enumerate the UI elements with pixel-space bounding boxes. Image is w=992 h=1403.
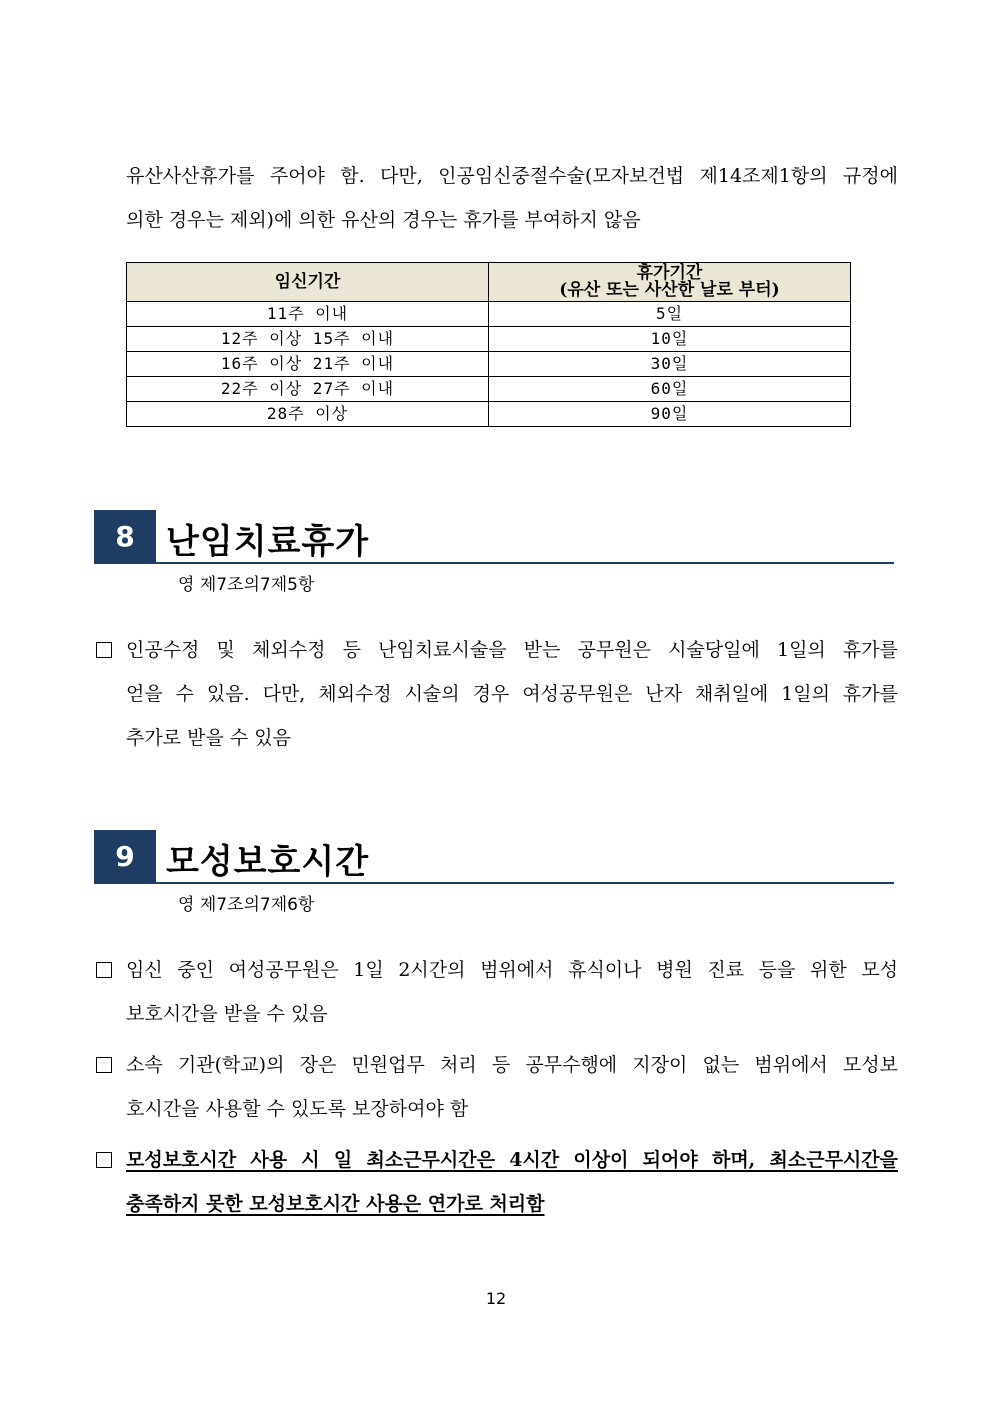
leave-cell: 90일 [489,402,851,427]
table-row [127,302,851,327]
table-header-row [127,263,851,302]
section-number: 8 [94,510,156,562]
item-line: 인공수정 및 체외수정 등 난임치료시술을 받는 공무원은 시술당일에 1일의 휴가를 [126,639,898,661]
leave-cell: 30일 [489,352,851,377]
intro-line-1: 유산사산휴가를 주어야 함. 다만, 인공임신중절수술(모자보건법 제14조제1항의 규정에 [126,165,898,187]
period-cell: 11주 이내 [127,302,489,327]
section-number: 9 [94,830,156,882]
section-9-item-3 [126,1138,898,1226]
header-leave-title: 휴가기간 [636,263,703,283]
leave-period-table [126,262,851,427]
item-line: 보호시간을 받을 수 있음 [126,1003,328,1025]
header-leave-note: (유산 또는 사산한 날로 부터) [559,280,780,300]
page-number: 12 [485,1289,507,1308]
leave-cell: 10일 [489,327,851,352]
item-line-emphasis: 모성보호시간 사용 시 일 최소근무시간은 4시간 이상이 되어야 하며, 최소근무시간을 [126,1149,898,1171]
period-cell: 22주 이상 27주 이내 [127,377,489,402]
section-8-header [94,510,894,564]
checkbox-bullet-icon [96,1057,112,1073]
section-9-item-2 [126,1043,898,1131]
period-cell: 12주 이상 15주 이내 [127,327,489,352]
period-cell: 16주 이상 21주 이내 [127,352,489,377]
item-line: 호시간을 사용할 수 있도록 보장하여야 함 [126,1098,469,1120]
legal-reference: 영 제7조의7제5항 [178,575,315,595]
header-pregnancy-period: 임신기간 [127,263,489,302]
legal-reference: 영 제7조의7제6항 [178,895,315,915]
table-row [127,377,851,402]
intro-paragraph [126,154,898,242]
checkbox-bullet-icon [96,642,112,658]
leave-cell: 60일 [489,377,851,402]
table-row [127,352,851,377]
leave-cell: 5일 [489,302,851,327]
section-8-item [126,628,898,760]
section-title: 난임치료휴가 [166,522,370,562]
checkbox-bullet-icon [96,1152,112,1168]
table-row [127,327,851,352]
item-line: 소속 기관(학교)의 장은 민원업무 처리 등 공무수행에 지장이 없는 범위에서 모성보 [126,1054,898,1076]
item-line-emphasis: 충족하지 못한 모성보호시간 사용은 연가로 처리함 [126,1193,545,1215]
section-title: 모성보호시간 [166,842,370,882]
intro-line-2: 의한 경우는 제외)에 의한 유산의 경우는 휴가를 부여하지 않음 [126,209,641,231]
item-line: 추가로 받을 수 있음 [126,727,291,749]
table-row [127,402,851,427]
section-9-header [94,830,894,884]
header-leave-period [489,263,851,302]
checkbox-bullet-icon [96,962,112,978]
period-cell: 28주 이상 [127,402,489,427]
item-line: 임신 중인 여성공무원은 1일 2시간의 범위에서 휴식이나 병원 진료 등을 위한 모성 [126,959,898,981]
item-line: 얻을 수 있음. 다만, 체외수정 시술의 경우 여성공무원은 난자 채취일에 1일의 휴가를 [126,683,898,705]
section-9-item-1 [126,948,898,1036]
